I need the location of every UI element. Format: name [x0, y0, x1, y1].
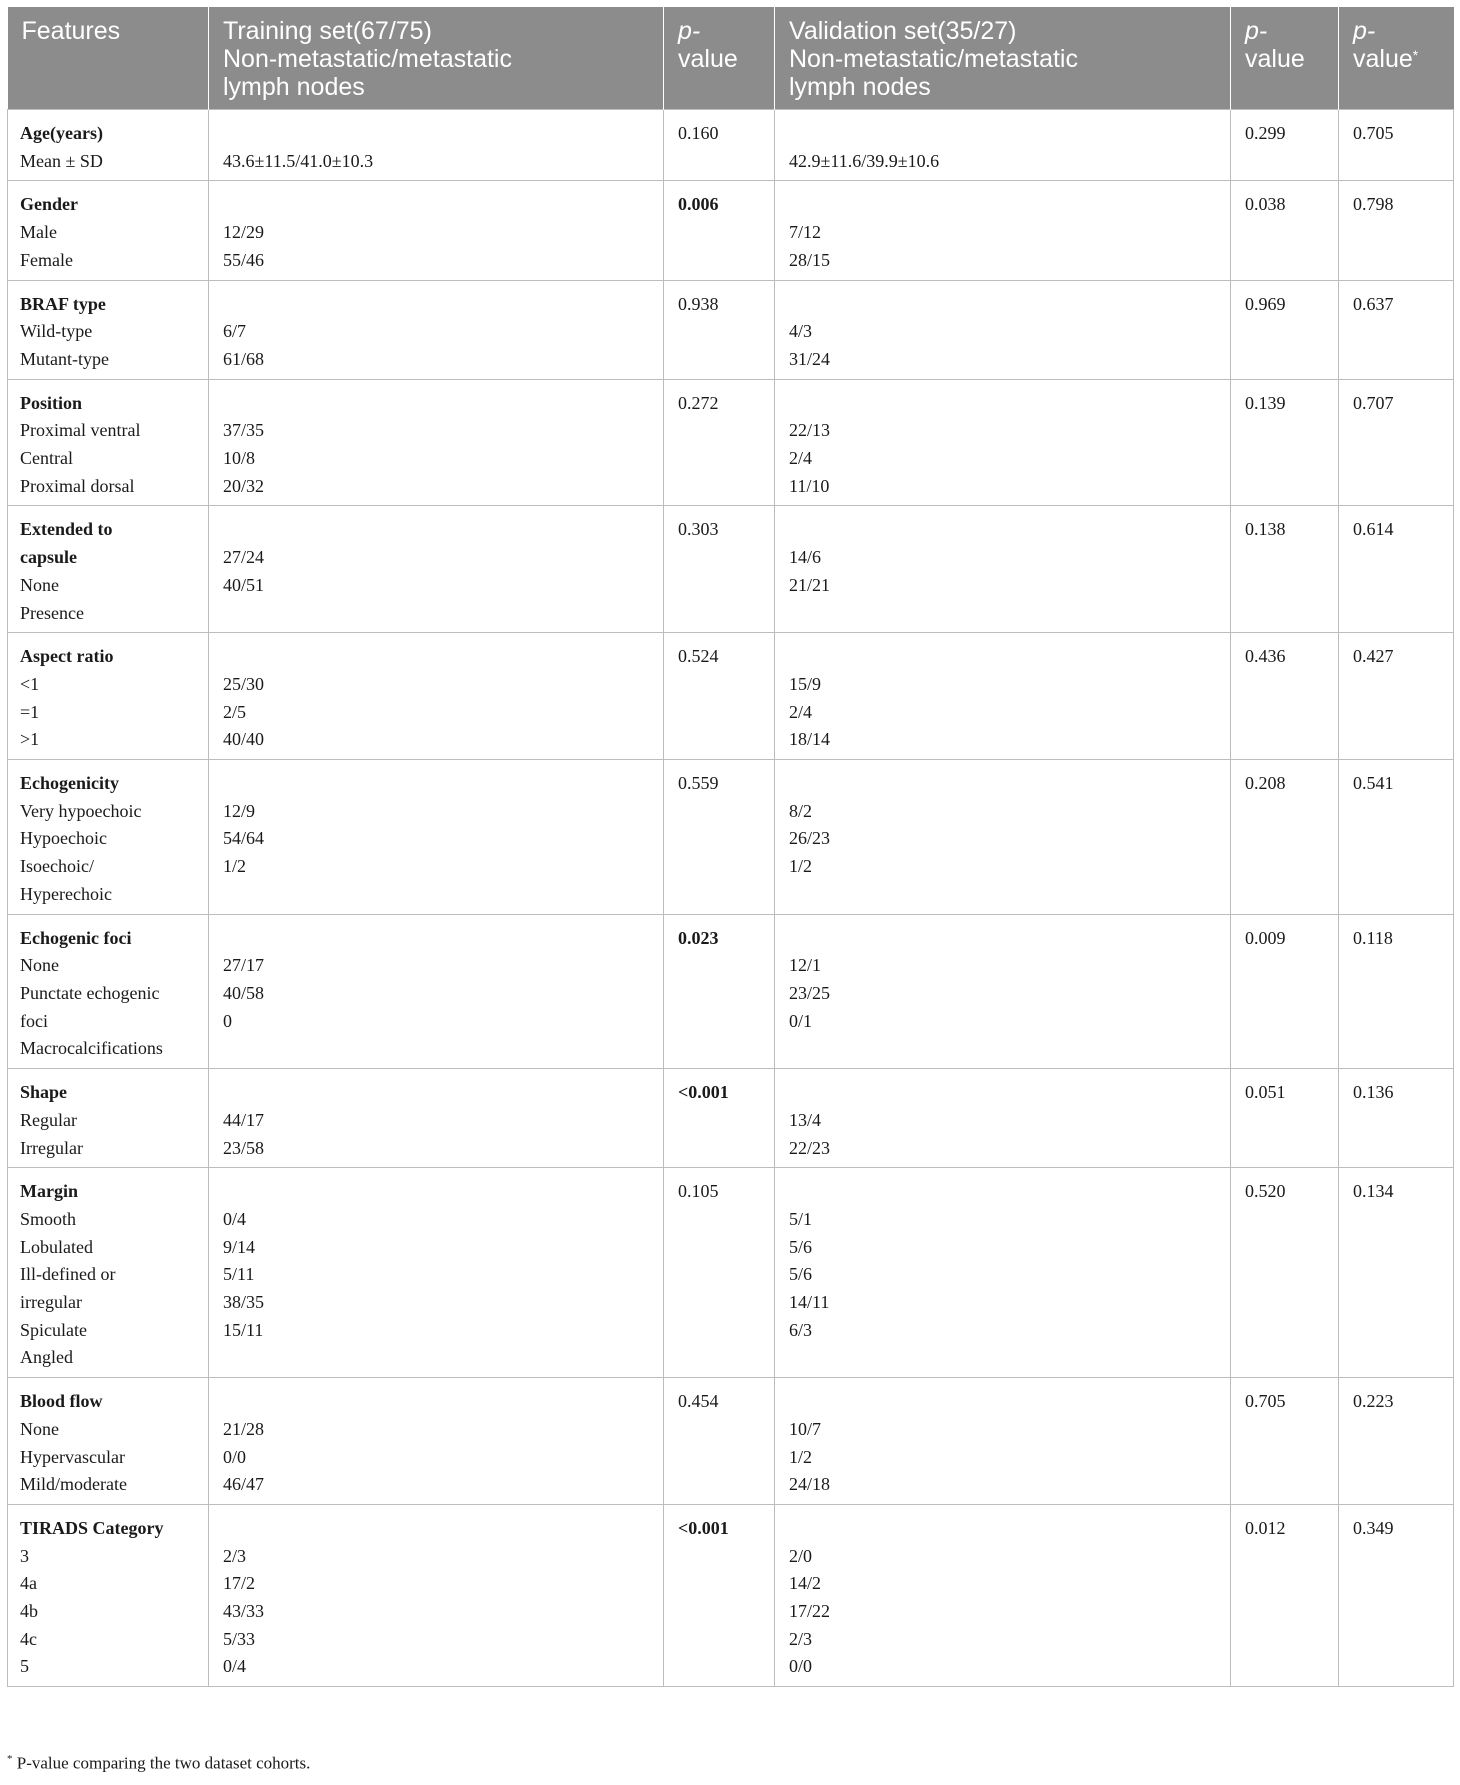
training-cell: 27/17 40/58 0 [209, 914, 664, 1069]
p-value-training-cell: 0.105 [664, 1168, 775, 1378]
table-row [8, 379, 1454, 506]
p-value-validation-cell: 0.208 [1231, 760, 1339, 915]
table-row [8, 110, 1454, 181]
feature-cell: Gender Male Female [8, 181, 209, 280]
feature-cell: Position Proximal ventral Central Proximal dorsal [8, 379, 209, 506]
table-row [8, 506, 1454, 633]
validation-cell: 13/4 22/23 [775, 1069, 1231, 1168]
p-value-validation-cell: 0.009 [1231, 914, 1339, 1069]
p-value-cohorts-cell: 0.118 [1339, 914, 1454, 1069]
p-value-validation-cell: 0.436 [1231, 633, 1339, 760]
training-cell: 25/30 2/5 40/40 [209, 633, 664, 760]
validation-cell: 2/0 14/2 17/22 2/3 0/0 [775, 1504, 1231, 1686]
table-footnote: * P-value comparing the two dataset cohorts. [7, 1753, 311, 1773]
feature-cell: Blood flow None Hypervascular Mild/moderate [8, 1378, 209, 1505]
training-cell: 21/28 0/0 46/47 [209, 1378, 664, 1505]
p-value-training-cell: 0.454 [664, 1378, 775, 1505]
table-row [8, 1168, 1454, 1378]
p-value-training-cell: 0.006 [664, 181, 775, 280]
training-cell: 44/17 23/58 [209, 1069, 664, 1168]
table-row [8, 280, 1454, 379]
p-value-validation-cell: 0.520 [1231, 1168, 1339, 1378]
p-value-validation-cell: 0.138 [1231, 506, 1339, 633]
p-value-training-cell: 0.160 [664, 110, 775, 181]
training-cell: 37/35 10/8 20/32 [209, 379, 664, 506]
p-value-validation-cell: 0.051 [1231, 1069, 1339, 1168]
table-row [8, 914, 1454, 1069]
header-p-value-validation: p- value [1231, 7, 1339, 110]
table-row [8, 760, 1454, 915]
training-cell: 27/24 40/51 [209, 506, 664, 633]
p-value-training-cell: 0.023 [664, 914, 775, 1069]
validation-cell: 4/3 31/24 [775, 280, 1231, 379]
p-value-training-cell: <0.001 [664, 1504, 775, 1686]
p-value-cohorts-cell: 0.349 [1339, 1504, 1454, 1686]
p-value-training-cell: 0.272 [664, 379, 775, 506]
p-value-cohorts-cell: 0.427 [1339, 633, 1454, 760]
feature-cell: Age(years) Mean ± SD [8, 110, 209, 181]
feature-cell: Extended to capsule None Presence [8, 506, 209, 633]
feature-cell: BRAF type Wild-type Mutant-type [8, 280, 209, 379]
validation-cell: 42.9±11.6/39.9±10.6 [775, 110, 1231, 181]
validation-cell: 22/13 2/4 11/10 [775, 379, 1231, 506]
p-value-cohorts-cell: 0.707 [1339, 379, 1454, 506]
validation-cell: 14/6 21/21 [775, 506, 1231, 633]
feature-cell: Echogenicity Very hypoechoic Hypoechoic Isoechoic/ Hyperechoic [8, 760, 209, 915]
training-cell: 6/7 61/68 [209, 280, 664, 379]
p-value-training-cell: 0.559 [664, 760, 775, 915]
table-row [8, 181, 1454, 280]
p-value-cohorts-cell: 0.223 [1339, 1378, 1454, 1505]
header-validation-set: Validation set(35/27) Non-metastatic/metastatic lymph nodes [775, 7, 1231, 110]
p-value-cohorts-cell: 0.136 [1339, 1069, 1454, 1168]
feature-cell: Shape Regular Irregular [8, 1069, 209, 1168]
feature-cell: TIRADS Category 3 4a 4b 4c 5 [8, 1504, 209, 1686]
p-value-cohorts-cell: 0.705 [1339, 110, 1454, 181]
validation-cell: 15/9 2/4 18/14 [775, 633, 1231, 760]
table-row [8, 1504, 1454, 1686]
p-value-validation-cell: 0.705 [1231, 1378, 1339, 1505]
p-value-training-cell: 0.938 [664, 280, 775, 379]
training-cell: 43.6±11.5/41.0±10.3 [209, 110, 664, 181]
validation-cell: 7/12 28/15 [775, 181, 1231, 280]
p-value-validation-cell: 0.969 [1231, 280, 1339, 379]
table-container [7, 7, 1453, 1687]
p-value-training-cell: 0.303 [664, 506, 775, 633]
feature-cell: Aspect ratio <1 =1 >1 [8, 633, 209, 760]
validation-cell: 8/2 26/23 1/2 [775, 760, 1231, 915]
training-cell: 12/9 54/64 1/2 [209, 760, 664, 915]
table-row [8, 1378, 1454, 1505]
header-row [8, 7, 1454, 110]
p-value-validation-cell: 0.012 [1231, 1504, 1339, 1686]
table-row [8, 633, 1454, 760]
validation-cell: 12/1 23/25 0/1 [775, 914, 1231, 1069]
p-value-validation-cell: 0.299 [1231, 110, 1339, 181]
p-value-training-cell: <0.001 [664, 1069, 775, 1168]
feature-cell: Margin Smooth Lobulated Ill-defined or irregular Spiculate Angled [8, 1168, 209, 1378]
p-value-cohorts-cell: 0.541 [1339, 760, 1454, 915]
table-body [8, 110, 1454, 1687]
p-value-cohorts-cell: 0.134 [1339, 1168, 1454, 1378]
p-value-cohorts-cell: 0.614 [1339, 506, 1454, 633]
header-p-value-cohorts: p- value* [1339, 7, 1454, 110]
validation-cell: 5/1 5/6 5/6 14/11 6/3 [775, 1168, 1231, 1378]
header-features: Features [8, 7, 209, 110]
p-value-validation-cell: 0.139 [1231, 379, 1339, 506]
feature-cell: Echogenic foci None Punctate echogenic foci Macrocalcifications [8, 914, 209, 1069]
header-p-value-training: p- value [664, 7, 775, 110]
p-value-cohorts-cell: 0.798 [1339, 181, 1454, 280]
training-cell: 2/3 17/2 43/33 5/33 0/4 [209, 1504, 664, 1686]
p-value-training-cell: 0.524 [664, 633, 775, 760]
training-cell: 0/4 9/14 5/11 38/35 15/11 [209, 1168, 664, 1378]
header-training-set: Training set(67/75) Non-metastatic/metastatic lymph nodes [209, 7, 664, 110]
p-value-validation-cell: 0.038 [1231, 181, 1339, 280]
table-row [8, 1069, 1454, 1168]
training-cell: 12/29 55/46 [209, 181, 664, 280]
p-value-cohorts-cell: 0.637 [1339, 280, 1454, 379]
validation-cell: 10/7 1/2 24/18 [775, 1378, 1231, 1505]
baseline-characteristics-table [7, 7, 1454, 1687]
